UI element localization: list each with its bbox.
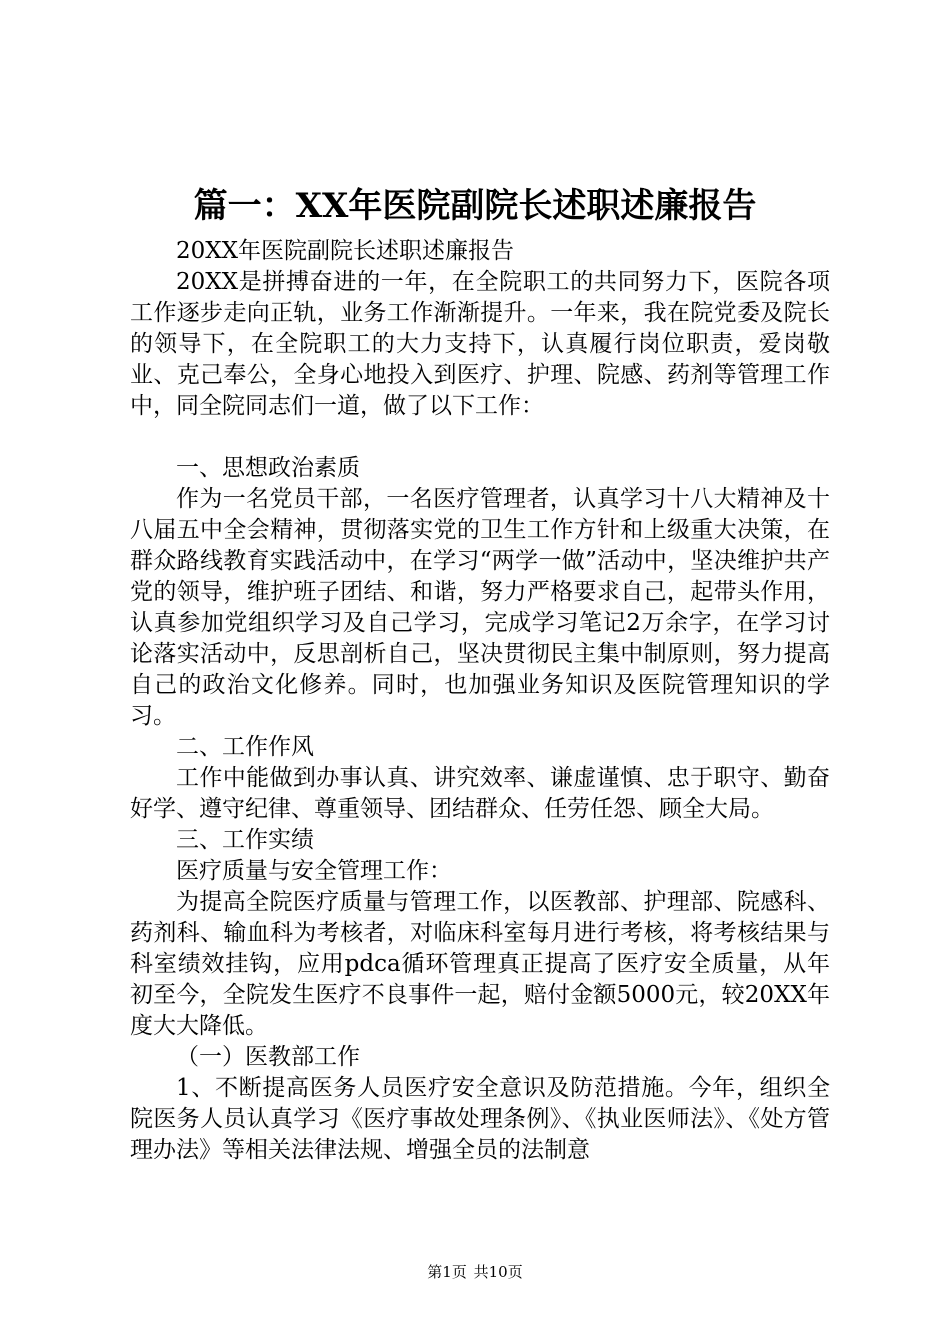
section-heading-achievements: 三、工作实绩 — [176, 827, 314, 853]
section-heading-work-style: 二、工作作风 — [176, 734, 314, 760]
document-title: 篇一：XX年医院副院长述职述廉报告 — [193, 186, 757, 226]
page-total: 共10页 — [473, 1263, 523, 1281]
subheading-quality-safety: 医疗质量与安全管理工作： — [176, 858, 452, 884]
ideology-paragraph: 作为一名党员干部，一名医疗管理者，认真学习十八大精神及十八届五中全会精神，贯彻落实党的卫生工作方针和上级重大决策，在群众路线教育实践活动中，在学习“两学一做”活动中，坚决维护共产党的领导，维护班子团结、和谐，努力严格要求自己，起带头作用，认真参加党组织学习及自己学习，完成学习笔记2万余字，在学习讨论落实活动中，反思剖析自己，坚决贯彻民主集中制原则，努力提高自己的政治文化修养。同时，也加强业务知识及医院管理知识的学习。 — [130, 486, 830, 729]
subheading-medical-education: （一）医教部工作 — [176, 1044, 360, 1070]
medical-education-paragraph: 1、不断提高医务人员医疗安全意识及防范措施。今年，组织全院医务人员认真学习《医疗事故处理条例》、《执业医师法》、《处方管理办法》等相关法律法规、增强全员的法制意 — [130, 1075, 830, 1163]
page-footer — [0, 1262, 950, 1282]
document-body — [130, 236, 830, 1166]
quality-safety-paragraph: 为提高全院医疗质量与管理工作，以医教部、护理部、院感科、药剂科、输血科为考核者，对临床科室每月进行考核，将考核结果与科室绩效挂钩，应用pdca循环管理真正提高了医疗安全质量，从年初至今，全院发生医疗不良事件一起，赔付金额5000元，较20XX年度大大降低。 — [130, 889, 830, 1039]
page-number: 第1页 — [427, 1263, 467, 1281]
subtitle-paragraph: 20XX年医院副院长述职述廉报告 — [176, 238, 515, 264]
section-heading-ideology: 一、思想政治素质 — [176, 455, 360, 481]
work-style-paragraph: 工作中能做到办事认真、讲究效率、谦虚谨慎、忠于职守、勤奋好学、遵守纪律、尊重领导、团结群众、任劳任怨、顾全大局。 — [130, 765, 830, 822]
intro-paragraph: 20XX是拼搏奋进的一年，在全院职工的共同努力下，医院各项工作逐步走向正轨，业务工作渐渐提升。一年来，我在院党委及院长的领导下，在全院职工的大力支持下，认真履行岗位职责，爱岗敬业、克己奉公，全身心地投入到医疗、护理、院感、药剂等管理工作中，同全院同志们一道，做了以下工作： — [130, 269, 830, 419]
